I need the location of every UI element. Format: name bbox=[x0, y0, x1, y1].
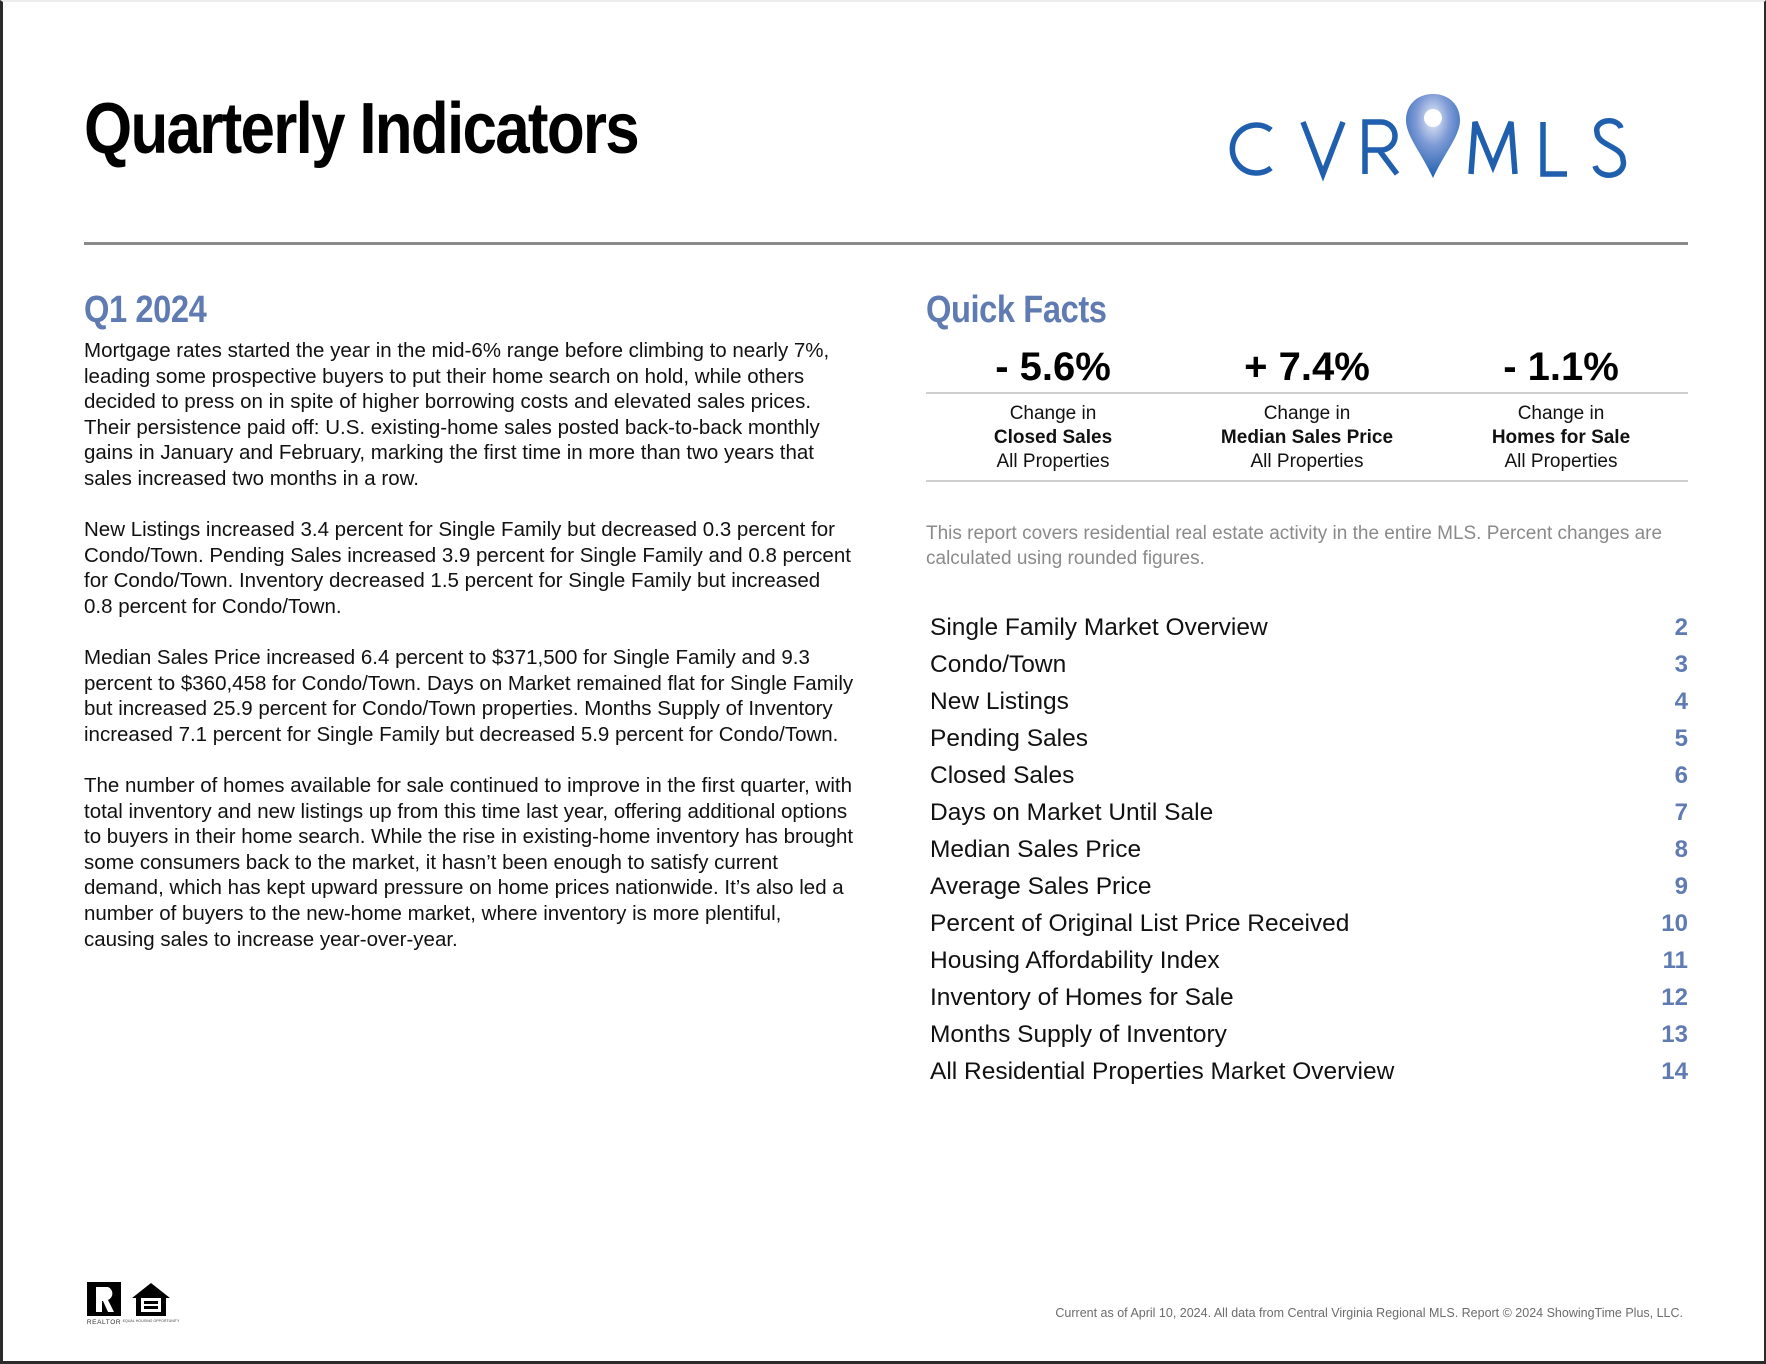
toc-label[interactable]: Inventory of Homes for Sale bbox=[930, 984, 1234, 1011]
toc-page-number[interactable]: 4 bbox=[1674, 688, 1688, 715]
narrative-text bbox=[84, 338, 854, 978]
quarter-heading: Q1 2024 bbox=[84, 289, 207, 331]
fact-caption: Change in bbox=[1009, 403, 1097, 424]
toc-item[interactable] bbox=[930, 1021, 1688, 1058]
toc-page-number[interactable]: 10 bbox=[1661, 910, 1688, 937]
toc-page-number[interactable]: 5 bbox=[1674, 725, 1688, 752]
toc-label[interactable]: Median Sales Price bbox=[930, 836, 1142, 863]
narrative-paragraph: Median Sales Price increased 6.4 percent to $371,500 for Single Family and 9.3 percent to $360,458 for Condo/Town. Days on Market remained flat for Single Family but increased 25.9 percent for Condo/Town properties. Months Supply of Inventory increased 7.1 percent for Single Family but decreased 5.9 percent for Condo/Town. bbox=[84, 646, 854, 746]
quick-facts-labels-row bbox=[926, 394, 1688, 482]
logo-letter-l bbox=[1543, 122, 1567, 174]
logo-letter-s bbox=[1595, 121, 1623, 175]
logo-letter-r bbox=[1365, 122, 1397, 174]
fact-metric: Homes for Sale bbox=[1491, 427, 1631, 448]
toc-label[interactable]: Closed Sales bbox=[930, 762, 1075, 789]
toc-label[interactable]: Single Family Market Overview bbox=[930, 614, 1268, 641]
page-title: Quarterly Indicators bbox=[84, 89, 639, 169]
quick-fact-label bbox=[1434, 402, 1688, 474]
toc-item[interactable] bbox=[930, 984, 1688, 1021]
toc-label[interactable]: Average Sales Price bbox=[930, 873, 1152, 900]
toc-page-number[interactable]: 7 bbox=[1674, 799, 1688, 826]
toc-label[interactable]: Days on Market Until Sale bbox=[930, 799, 1214, 826]
logo-letter-v bbox=[1303, 122, 1343, 174]
toc-label[interactable]: All Residential Properties Market Overview bbox=[930, 1058, 1395, 1085]
quick-facts-table bbox=[926, 342, 1688, 482]
realtor-logo-icon bbox=[86, 1282, 122, 1326]
toc-item[interactable] bbox=[930, 873, 1688, 910]
logo-letter-m bbox=[1471, 122, 1515, 174]
toc-item[interactable] bbox=[930, 947, 1688, 984]
toc-page-number[interactable]: 8 bbox=[1674, 836, 1688, 863]
quick-facts-values-row bbox=[926, 342, 1688, 394]
narrative-paragraph: The number of homes available for sale continued to improve in the first quarter, with total inventory and new listings up from this time last year, offering additional options to buyers in their home search. While the rise in existing-home inventory has brought some consumers back to the market, it hasn’t been enough to satisfy current demand, which has kept upward pressure on home prices nationwide. It’s also led a number of buyers to the new-home market, where inventory is more plentiful, causing sales to increase year-over-year. bbox=[84, 774, 854, 951]
toc-item[interactable] bbox=[930, 651, 1688, 688]
report-coverage-note: This report covers residential real estate activity in the entire MLS. Percent changes are calculated using rounded figures. bbox=[926, 523, 1663, 569]
toc-label[interactable]: Months Supply of Inventory bbox=[930, 1021, 1227, 1048]
toc-label[interactable]: Percent of Original List Price Received bbox=[930, 910, 1350, 937]
fact-scope: All Properties bbox=[996, 451, 1110, 472]
toc-item[interactable] bbox=[930, 799, 1688, 836]
toc-page-number[interactable]: 3 bbox=[1674, 651, 1688, 678]
map-pin-icon bbox=[1406, 94, 1460, 178]
fact-scope: All Properties bbox=[1250, 451, 1364, 472]
quick-facts-heading: Quick Facts bbox=[926, 289, 1107, 331]
toc-label[interactable]: New Listings bbox=[930, 688, 1069, 715]
table-of-contents bbox=[930, 614, 1688, 1095]
fact-metric: Median Sales Price bbox=[1220, 427, 1394, 448]
toc-item[interactable] bbox=[930, 725, 1688, 762]
toc-item[interactable] bbox=[930, 762, 1688, 799]
equal-housing-icon bbox=[122, 1282, 180, 1326]
fact-metric: Closed Sales bbox=[993, 427, 1113, 448]
toc-page-number[interactable]: 12 bbox=[1661, 984, 1688, 1011]
toc-page-number[interactable]: 9 bbox=[1674, 873, 1688, 900]
median-price-change-value: + 7.4% bbox=[1244, 345, 1370, 389]
footer-logos bbox=[86, 1282, 180, 1326]
cvrmls-logo bbox=[1221, 92, 1646, 184]
narrative-paragraph: Mortgage rates started the year in the mid-6% range before climbing to nearly 7%, leading some prospective buyers to put their home search on hold, while others decided to press on in spite of higher borrowing costs and elevated sales prices. Their persistence paid off: U.S. existing-home sales posted back-to-back monthly gains in January and February, marking the first time in more than two years that sales increased two months in a row. bbox=[84, 339, 830, 490]
toc-item[interactable] bbox=[930, 688, 1688, 725]
narrative-paragraph: New Listings increased 3.4 percent for Single Family but decreased 0.3 percent for Condo/Town. Pending Sales increased 3.9 percent for Single Family and 0.8 percent for Condo/Town. Inventory decreased 1.5 percent for Single Family but increased 0.8 percent for Condo/Town. bbox=[84, 518, 851, 618]
toc-label[interactable]: Pending Sales bbox=[930, 725, 1089, 752]
toc-page-number[interactable]: 13 bbox=[1661, 1021, 1688, 1048]
realtor-label: REALTOR bbox=[86, 1319, 122, 1326]
toc-label[interactable]: Housing Affordability Index bbox=[930, 947, 1220, 974]
fact-caption: Change in bbox=[1263, 403, 1351, 424]
logo-letter-c bbox=[1232, 125, 1271, 173]
toc-page-number[interactable]: 2 bbox=[1674, 614, 1688, 641]
toc-item[interactable] bbox=[930, 836, 1688, 873]
toc-label[interactable]: Condo/Town bbox=[930, 651, 1067, 678]
quick-fact-label bbox=[1180, 402, 1434, 474]
fact-caption: Change in bbox=[1517, 403, 1605, 424]
toc-page-number[interactable]: 6 bbox=[1674, 762, 1688, 789]
toc-item[interactable] bbox=[930, 910, 1688, 947]
footer-note: Current as of April 10, 2024. All data from Central Virginia Regional MLS. Report © 2024 ShowingTime Plus, LLC. bbox=[1055, 1306, 1683, 1320]
fact-scope: All Properties bbox=[1504, 451, 1618, 472]
closed-sales-change-value: - 5.6% bbox=[995, 345, 1111, 389]
toc-item[interactable] bbox=[930, 1058, 1688, 1095]
quick-fact-label bbox=[926, 402, 1180, 474]
toc-page-number[interactable]: 14 bbox=[1661, 1058, 1688, 1085]
equal-housing-label: EQUAL HOUSING OPPORTUNITY bbox=[122, 1319, 180, 1323]
toc-page-number[interactable]: 11 bbox=[1662, 947, 1688, 974]
homes-for-sale-change-value: - 1.1% bbox=[1503, 345, 1619, 389]
toc-item[interactable] bbox=[930, 614, 1688, 651]
header-divider bbox=[84, 242, 1688, 245]
